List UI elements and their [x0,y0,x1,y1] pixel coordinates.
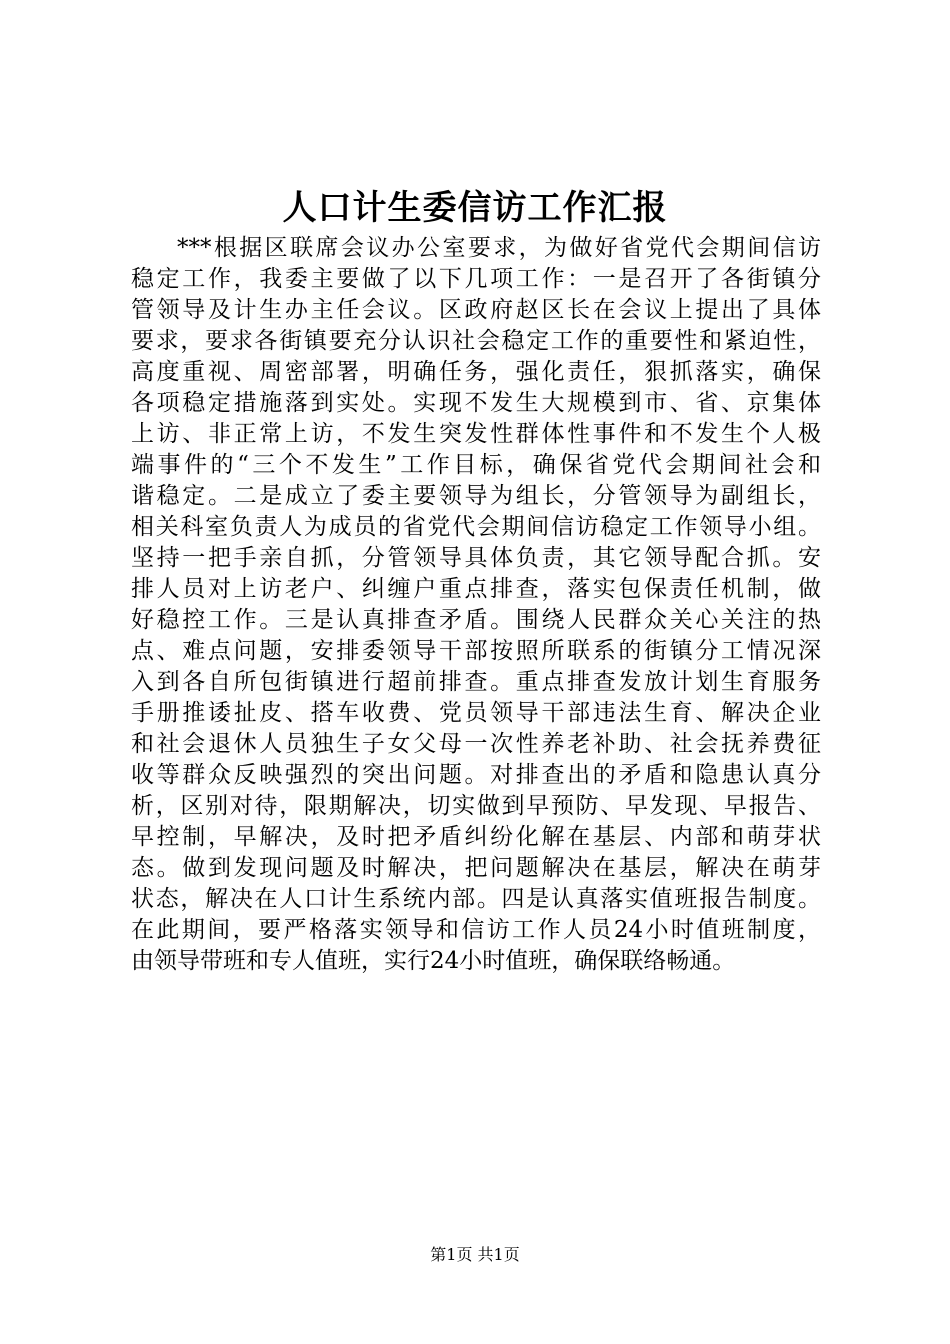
body-line: 状态，解决在人口计生系统内部。四是认真落实值班报告制度。 [131,886,821,912]
body-line: ***根据区联席会议办公室要求，为做好省党代会期间信访 [177,235,821,261]
body-line: 管领导及计生办主任会议。区政府赵区长在会议上提出了具体 [131,297,821,323]
body-line: 点、难点问题，安排委领导干部按照所联系的街镇分工情况深 [131,638,821,664]
page-footer: 第1页 共1页 [430,1245,520,1264]
document-title: 人口计生委信访工作汇报 [282,188,668,228]
body-line: 析，区别对待，限期解决，切实做到早预防、早发现、早报告、 [131,793,821,819]
body-line: 高度重视、周密部署，明确任务，强化责任，狠抓落实，确保 [131,359,821,385]
body-line: 在此期间，要严格落实领导和信访工作人员24小时值班制度， [131,917,821,943]
body-line: 排人员对上访老户、纠缠户重点排查，落实包保责任机制，做 [131,576,821,602]
body-line: 相关科室负责人为成员的省党代会期间信访稳定工作领导小组。 [131,514,821,540]
body-line: 由领导带班和专人值班，实行24小时值班，确保联络畅通。 [131,948,736,974]
body-line: 好稳控工作。三是认真排查矛盾。围绕人民群众关心关注的热 [131,607,821,633]
body-line: 早控制，早解决，及时把矛盾纠纷化解在基层、内部和萌芽状 [131,824,821,850]
body-line: 上访、非正常上访，不发生突发性群体性事件和不发生个人极 [131,421,821,447]
body-line: 谐稳定。二是成立了委主要领导为组长，分管领导为副组长， [131,483,821,509]
body-line: 各项稳定措施落到实处。实现不发生大规模到市、省、京集体 [131,390,821,416]
body-line: 坚持一把手亲自抓，分管领导具体负责，其它领导配合抓。安 [131,545,821,571]
body-line: 态。做到发现问题及时解决，把问题解决在基层，解决在萌芽 [131,855,821,881]
body-line: 端事件的“三个不发生”工作目标，确保省党代会期间社会和 [131,452,821,478]
body-line: 入到各自所包街镇进行超前排查。重点排查发放计划生育服务 [131,669,821,695]
body-line: 和社会退休人员独生子女父母一次性养老补助、社会抚养费征 [131,731,821,757]
body-line: 收等群众反映强烈的突出问题。对排查出的矛盾和隐患认真分 [131,762,821,788]
body-line: 手册推诿扯皮、搭车收费、党员领导干部违法生育、解决企业 [131,700,821,726]
body-line: 稳定工作，我委主要做了以下几项工作：一是召开了各街镇分 [131,266,821,292]
document-body [131,233,821,977]
body-line: 要求，要求各街镇要充分认识社会稳定工作的重要性和紧迫性， [131,328,821,354]
